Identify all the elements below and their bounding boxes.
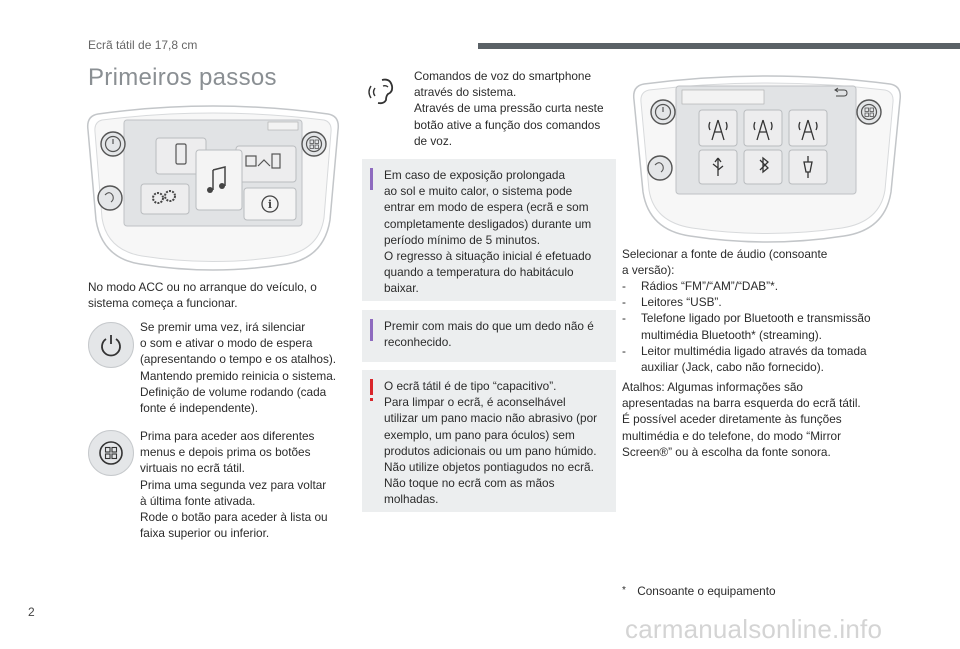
list-item-line: auxiliar (Jack, cabo não fornecido). bbox=[641, 360, 824, 375]
footnote-text: Consoante o equipamento bbox=[637, 584, 776, 598]
warning-note-text bbox=[384, 378, 597, 508]
note-line: reconhecido. bbox=[384, 335, 452, 350]
shortcuts-line: apresentadas na barra esquerda do ecrã tátil. bbox=[622, 396, 861, 411]
list-item bbox=[622, 310, 922, 342]
menu-line: Prima uma segunda vez para voltar bbox=[140, 477, 327, 492]
list-bullet: - bbox=[622, 295, 626, 310]
info-note-heat bbox=[362, 159, 616, 301]
note-line: produtos adicionais ou um pano húmido. bbox=[384, 443, 597, 458]
menu-line: Rode o botão para aceder à lista ou bbox=[140, 510, 328, 525]
note-line: O regresso à situação inicial é efetuado bbox=[384, 249, 592, 264]
voice-line: através do sistema. bbox=[414, 85, 517, 100]
audio-source-intro bbox=[622, 246, 922, 278]
menu-grid-icon bbox=[98, 440, 124, 466]
footnote-marker: * bbox=[622, 585, 626, 596]
list-item bbox=[622, 278, 922, 294]
note-line: entrar em modo de espera (ecrã e som bbox=[384, 200, 589, 215]
info-note-text bbox=[384, 167, 591, 297]
intro-paragraph bbox=[88, 279, 348, 311]
menu-line: faixa superior ou inferior. bbox=[140, 526, 270, 541]
warning-note-capacitive bbox=[362, 370, 616, 512]
shortcuts-line: Atalhos: Algumas informações são bbox=[622, 380, 803, 394]
touchscreen-home-illustration bbox=[86, 100, 340, 272]
intro-line: sistema começa a funcionar. bbox=[88, 296, 238, 311]
menu-button-illustration bbox=[88, 430, 134, 476]
page-number: 2 bbox=[28, 605, 35, 619]
power-button-illustration bbox=[88, 322, 134, 368]
audio-source-list bbox=[622, 278, 922, 375]
section-title: Ecrã tátil de 17,8 cm bbox=[88, 38, 198, 52]
watermark: carmanualsonline.info bbox=[625, 614, 883, 644]
power-description bbox=[140, 319, 350, 416]
power-line: Se premir uma vez, irá silenciar bbox=[140, 320, 306, 334]
note-line: utilizar um pano macio não abrasivo (por bbox=[384, 411, 598, 426]
list-bullet: - bbox=[622, 279, 626, 293]
page-title: Primeiros passos bbox=[88, 64, 277, 91]
shortcuts-line: multimédia e do telefone, do modo “Mirror bbox=[622, 428, 841, 443]
note-line: Não toque no ecrã com as mãos bbox=[384, 476, 555, 491]
power-line: fonte é independente). bbox=[140, 401, 259, 416]
note-line: quando a temperatura do habitáculo bbox=[384, 265, 574, 280]
menu-line: virtuais no ecrã tátil. bbox=[140, 461, 245, 476]
menu-line: menus e depois prima os botões bbox=[140, 445, 311, 460]
info-note-text bbox=[384, 318, 594, 350]
voice-line: de voz. bbox=[414, 133, 453, 148]
voice-description bbox=[414, 68, 624, 149]
voice-line: botão ative a função dos comandos bbox=[414, 117, 601, 132]
note-line: baixar. bbox=[384, 281, 419, 296]
note-line: Não utilize objetos pontiagudos no ecrã. bbox=[384, 460, 594, 475]
voice-line: Comandos de voz do smartphone bbox=[414, 69, 592, 83]
warning-icon-dot bbox=[370, 398, 373, 401]
warning-icon bbox=[370, 379, 373, 395]
power-icon bbox=[97, 331, 125, 359]
voice-command-icon bbox=[364, 74, 406, 108]
note-line: molhadas. bbox=[384, 492, 439, 507]
shortcuts-paragraph bbox=[622, 379, 932, 460]
power-line: (apresentando o tempo e os atalhos). bbox=[140, 352, 337, 367]
note-line: período mínimo de 5 minutos. bbox=[384, 232, 541, 247]
footnote bbox=[622, 583, 882, 599]
shortcuts-line: É possível aceder diretamente às funções bbox=[622, 412, 842, 427]
header-bar bbox=[478, 43, 960, 49]
info-note-multitouch bbox=[362, 310, 616, 362]
note-line: ao sol e muito calor, o sistema pode bbox=[384, 184, 573, 199]
list-item-line: Telefone ligado por Bluetooth e transmissão bbox=[641, 311, 871, 326]
power-line: o som e ativar o modo de espera bbox=[140, 336, 313, 351]
voice-line: Através de uma pressão curta neste bbox=[414, 101, 604, 116]
info-icon bbox=[370, 168, 373, 190]
list-bullet: - bbox=[622, 311, 626, 326]
audio-intro-line: Selecionar a fonte de áudio (consoante bbox=[622, 247, 828, 261]
audio-intro-line: a versão): bbox=[622, 263, 675, 278]
list-item-line: Leitor multimédia ligado através da tomada bbox=[641, 343, 867, 358]
info-icon bbox=[370, 319, 373, 341]
list-item-line: multimédia Bluetooth* (streaming). bbox=[641, 327, 822, 342]
note-line: exemplo, um pano para óculos) sem bbox=[384, 427, 575, 442]
note-line: O ecrã tátil é de tipo “capacitivo”. bbox=[384, 379, 557, 393]
list-item-line: Leitores “USB”. bbox=[641, 295, 722, 310]
menu-line: Prima para aceder aos diferentes bbox=[140, 429, 315, 443]
menu-line: à última fonte ativada. bbox=[140, 493, 256, 508]
power-line: Definição de volume rodando (cada bbox=[140, 384, 327, 399]
intro-line: No modo ACC ou no arranque do veículo, o bbox=[88, 280, 317, 294]
list-item-line: Rádios “FM”/“AM”/“DAB”*. bbox=[641, 279, 778, 293]
shortcuts-line: Screen®” ou à escolha da fonte sonora. bbox=[622, 444, 831, 459]
svg-text:i: i bbox=[267, 198, 273, 211]
list-item bbox=[622, 343, 922, 375]
list-bullet: - bbox=[622, 343, 626, 358]
note-line: Para limpar o ecrã, é aconselhável bbox=[384, 395, 566, 410]
power-line: Mantendo premido reinicia o sistema. bbox=[140, 368, 337, 383]
menu-description bbox=[140, 428, 350, 541]
note-line: Em caso de exposição prolongada bbox=[384, 168, 566, 182]
touchscreen-audio-source-illustration bbox=[632, 70, 902, 244]
note-line: completamente desligados) durante um bbox=[384, 216, 592, 231]
note-line: Premir com mais do que um dedo não é bbox=[384, 319, 594, 333]
list-item bbox=[622, 294, 922, 310]
